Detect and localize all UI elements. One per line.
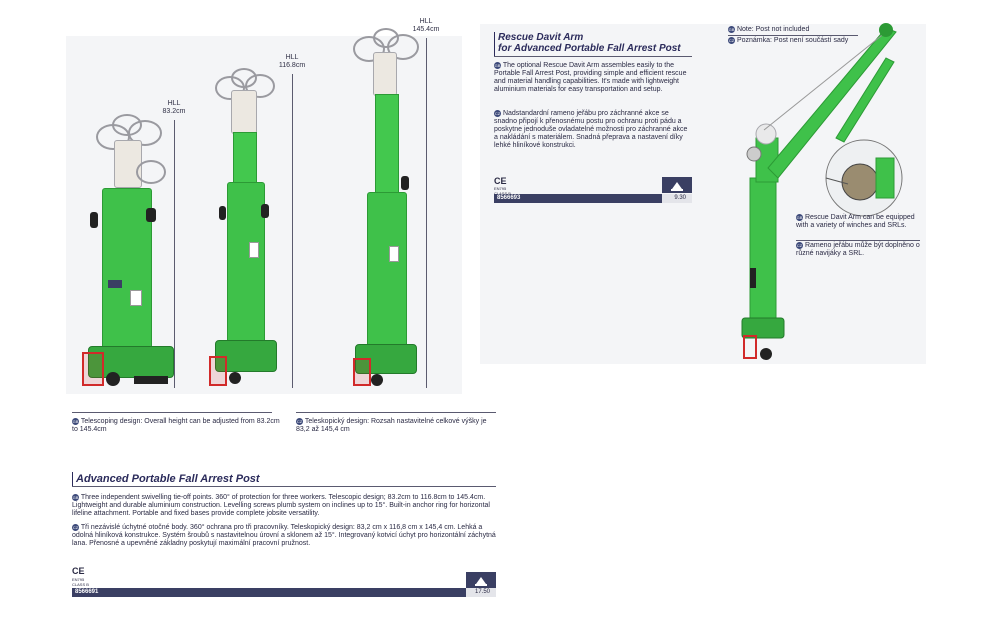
tie-off-rings bbox=[213, 66, 273, 136]
base-handle bbox=[82, 352, 104, 386]
fall-arrest-desc-cz: CZ Tři nezávislé úchytné otočné body. 360° ochrana pro tři pracovníky. Teleskopický design: 83,2 cm x 116,8 cm x 145,4 cm. Lehká a odolná hliníková konstrukce. Systém šroubů s nastavitelnou úrovní a sklonem až 15°. Integrovaný kotvicí úchyt pro horizontální záchytná lana. Přenosné a upevněné základny poskytují maximální pracovní pružnost. bbox=[72, 524, 496, 547]
anchor-icon bbox=[662, 177, 692, 193]
post-column bbox=[367, 192, 407, 354]
flag-gb-icon: GB bbox=[72, 419, 79, 424]
caption-divider-cz bbox=[296, 412, 496, 413]
hll-line-2 bbox=[292, 74, 293, 388]
flag-cz-icon: CZ bbox=[728, 38, 735, 43]
flag-cz-icon: CZ bbox=[494, 111, 501, 116]
hll-label-2: HLL 116.8cm bbox=[278, 54, 306, 69]
fall-arrest-post-tall bbox=[345, 26, 425, 392]
post-column bbox=[102, 188, 152, 360]
standard-label: EN795 CLASS B bbox=[72, 577, 89, 587]
ce-mark: CE bbox=[72, 566, 85, 576]
flag-gb-icon: GB bbox=[494, 63, 501, 68]
tie-off-rings bbox=[92, 110, 162, 185]
fall-arrest-title: Advanced Portable Fall Arrest Post bbox=[76, 473, 260, 485]
flag-gb-icon: GB bbox=[72, 495, 79, 500]
price-cell: 9.30 bbox=[662, 194, 692, 203]
flag-cz-icon: CZ bbox=[72, 525, 79, 530]
anchor-icon bbox=[466, 572, 496, 588]
hll-line-1 bbox=[174, 120, 175, 388]
fall-arrest-desc-en: GB Three independent swivelling tie-off points. 360° of protection for three workers. Telescopic design; 83.2cm to 116.8cm to 145.4cm. Lightweight and durable aluminium construction. Levelling screws plumb system on inclines up to 15°. Built-in anchor ring for horizontal lifeline attachment. Portable and fixed bases provide complete jobsite versatility. bbox=[72, 494, 490, 517]
davit-feature-en: GB Rescue Davit Arm can be equipped with a variety of winches and SRLs. bbox=[796, 214, 915, 229]
feature-divider bbox=[796, 240, 920, 241]
fall-arrest-post-medium bbox=[205, 66, 285, 392]
telescoping-caption-en: GB Telescoping design: Overall height can be adjusted from 83.2cm to 145.4cm bbox=[72, 418, 280, 433]
davit-note-en: GB Note: Post not included bbox=[728, 26, 810, 33]
ce-mark: CE bbox=[494, 176, 507, 186]
tie-off-rings bbox=[351, 26, 421, 96]
hll-line-3 bbox=[426, 38, 427, 388]
telescoping-caption-cz: CZ Teleskopický design: Rozsah nastavitelné celkové výšky je 83,2 až 145,4 cm bbox=[296, 418, 487, 433]
post-tube bbox=[375, 94, 399, 196]
davit-title-underline bbox=[494, 56, 692, 57]
sku-bar: 8566691 bbox=[72, 588, 466, 597]
davit-title: Rescue Davit Arm for Advanced Portable Fall Arrest Post bbox=[498, 32, 681, 54]
davit-feature-cz: CZ Rameno jeřábu může být doplněno o různé navijáky a SRL. bbox=[796, 242, 920, 257]
price-cell: 17.50 bbox=[466, 588, 496, 597]
flag-cz-icon: CZ bbox=[296, 419, 303, 424]
hll-label-3: HLL 145.4cm bbox=[412, 18, 440, 33]
flag-gb-icon: GB bbox=[728, 27, 735, 32]
post-column bbox=[227, 182, 265, 354]
flag-cz-icon: CZ bbox=[796, 243, 803, 248]
fall-arrest-title-rule bbox=[72, 472, 73, 486]
davit-title-rule bbox=[494, 32, 495, 56]
davit-desc-cz: CZ Nadstandardní rameno jeřábu pro záchranné akce se snadno připojí k přenosnému postu pro ochranu proti pádu a poskytne jednoduše ovladatelné možnosti pro záchranné akce a nakládání s materiálem. Snadná přeprava a nastavení díky lehké hliníkové konstrukci. bbox=[494, 110, 688, 149]
base-handle bbox=[209, 356, 227, 386]
sku-bar: 8566693 bbox=[494, 194, 662, 203]
flag-gb-icon: GB bbox=[796, 215, 803, 220]
base-handle bbox=[353, 358, 371, 386]
davit-desc-en: GB The optional Rescue Davit Arm assembles easily to the Portable Fall Arrest Post, providing simple and efficient rescue and material handling capabilities. It's made with lightweight aluminium materials for easy transportation and setup. bbox=[494, 62, 687, 93]
fall-arrest-post-short bbox=[80, 110, 180, 392]
post-tube bbox=[233, 132, 257, 184]
hll-label-1: HLL 83.2cm bbox=[162, 100, 186, 115]
davit-arm-illustration bbox=[736, 18, 926, 368]
caption-divider-en bbox=[72, 412, 272, 413]
standard-label: EN795 bbox=[494, 186, 507, 191]
fall-arrest-title-underline bbox=[72, 486, 496, 487]
davit-note-cz: CZ Poznámka: Post není součástí sady bbox=[728, 37, 849, 44]
